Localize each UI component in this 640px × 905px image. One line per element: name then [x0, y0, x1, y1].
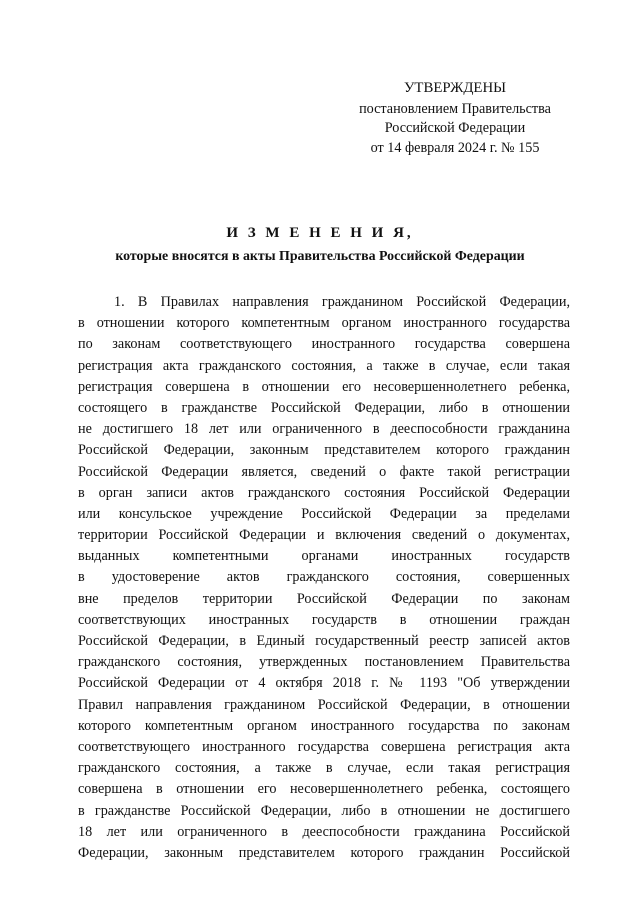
approval-heading: УТВЕРЖДЕНЫ [403, 80, 507, 96]
approval-line: Российской Федерации [384, 120, 526, 136]
text-line: в гражданстве Российской Федерации, либо в отношении не достигшего [78, 802, 570, 819]
text-line: вне пределов территории Российской Федерации по законам [78, 590, 570, 607]
text-line: 18 лет или ограниченного в дееспособности гражданина Российской [78, 823, 570, 840]
text-line: состоящего в гражданстве Российской Федерации, либо в отношении [78, 399, 570, 416]
text-line: в отношении которого компетентным органом иностранного государства [78, 315, 570, 332]
text-line: Российской Федерации является, сведений о факте такой регистрации [78, 463, 570, 480]
text-line: совершена в отношении его несовершеннолетнего ребенка, состоящего [78, 781, 570, 798]
paragraph-1 [78, 292, 570, 864]
document-subtitle: которые вносятся в акты Правительства Российской Федерации [115, 249, 525, 264]
text-line: Федерации, законным представителем которого гражданин Российской [78, 844, 570, 861]
text-line: по законам соответствующего иностранного государства совершена [78, 336, 570, 353]
approval-line: от 14 февраля 2024 г. № 155 [370, 139, 540, 156]
text-line: регистрация акта гражданского состояния, а также в случае, если такая [78, 357, 570, 374]
text-line: Российской Федерации, в Единый государственный реестр записей актов [78, 633, 570, 649]
text-line: или консульское учреждение Российской Федерации за пределами [78, 505, 570, 522]
text-line: территории Российской Федерации и включения сведений о документах, [78, 527, 570, 544]
text-line: выданных компетентными органами иностранных государств [78, 548, 570, 565]
text-line: гражданского состояния, а также в случае, если такая регистрация [78, 760, 570, 777]
text-line: в удостоверение актов гражданского состояния, совершенных [78, 569, 570, 586]
text-line: в орган записи актов гражданского состояния Российской Федерации [78, 484, 570, 501]
document-title: И З М Е Н Е Н И Я, [226, 225, 414, 241]
text-line: которого компетентным органом иностранного государства по законам [78, 717, 570, 734]
text-line: Российской Федерации, законным представителем которого гражданин [78, 442, 570, 459]
text-line: соответствующих иностранных государств в отношении граждан [78, 611, 570, 628]
text-line: регистрация совершена в отношении его несовершеннолетнего ребенка, [78, 378, 570, 395]
approval-stamp [330, 79, 580, 158]
text-line: Правил направления гражданином Российской Федерации, в отношении [78, 696, 570, 713]
text-line: гражданского состояния, утвержденных постановлением Правительства [78, 654, 570, 671]
approval-line: постановлением Правительства [359, 100, 551, 117]
text-line: не достигшего 18 лет или ограниченного в дееспособности гражданина [78, 421, 570, 438]
text-line: Российской Федерации от 4 октября 2018 г. № 1193 "Об утверждении [78, 675, 570, 692]
text-line: 1. В Правилах направления гражданином Российской Федерации, [114, 294, 570, 310]
text-line: соответствующего иностранного государства совершена регистрация акта [78, 738, 570, 755]
